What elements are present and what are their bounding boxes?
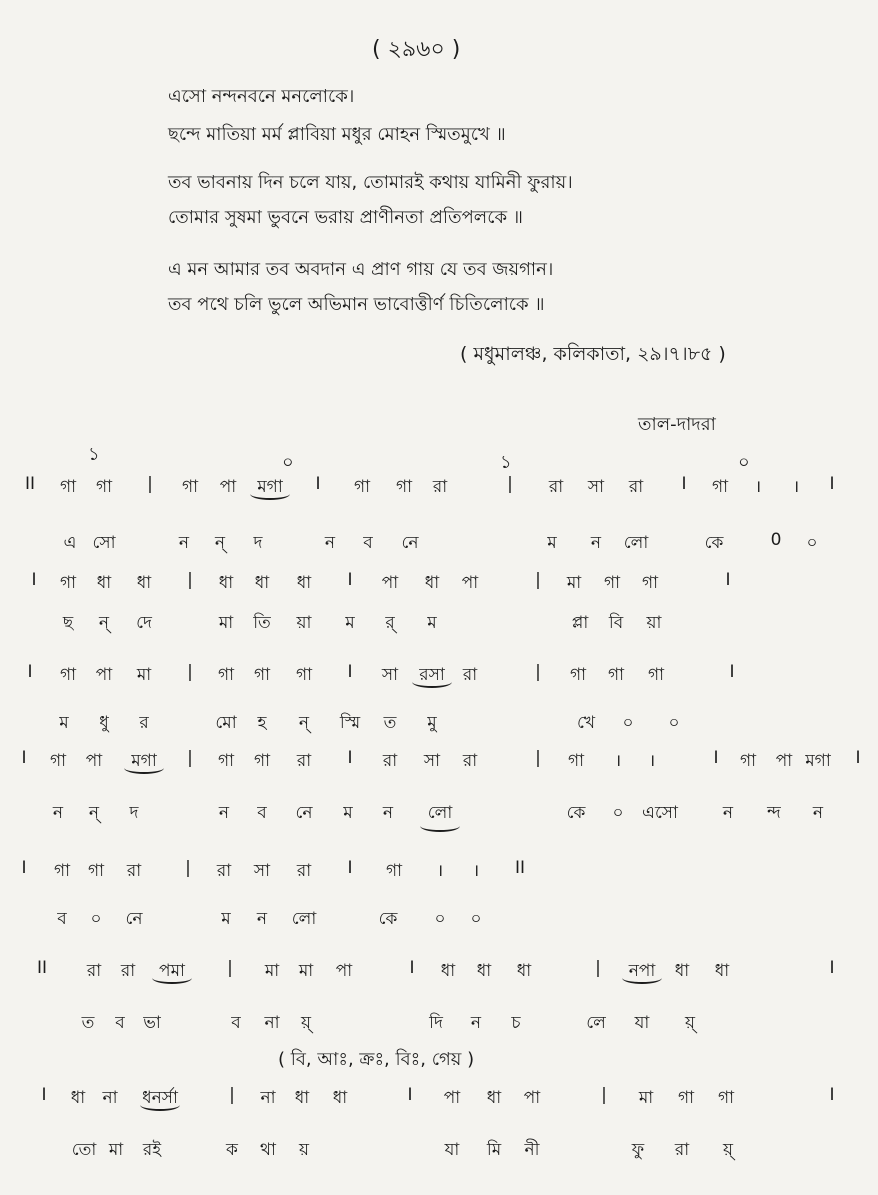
lyric-syllable: ম	[343, 803, 353, 823]
lyric-syllable: ভা	[143, 1013, 161, 1033]
lyric-syllable: য়্	[684, 1013, 696, 1033]
tala-mark: ০	[282, 452, 294, 473]
lyric-syllable: স্মি	[339, 713, 361, 733]
note-cell: রা	[120, 961, 136, 981]
note-cell: গা	[59, 477, 77, 497]
lyric-syllable: লে	[586, 1013, 606, 1033]
note-cell: ধা	[440, 961, 456, 981]
note-cell: গা	[53, 861, 71, 881]
note-cell: ধা	[516, 961, 532, 981]
note-cell: গা	[253, 665, 271, 685]
note-cell: I	[407, 1085, 413, 1105]
verse-line: ছন্দে মাতিয়া মর্ম প্লাবিয়া মধুর মোহন স্মিতমুখে ॥	[168, 124, 506, 145]
note-cell: ধা	[254, 573, 270, 593]
lyric-syllable: ০	[90, 909, 102, 929]
note-cell: রা	[296, 751, 312, 771]
note-cell: I	[829, 958, 835, 978]
lyric-syllable: ম	[427, 613, 437, 633]
lyric-syllable: থা	[260, 1140, 276, 1160]
lyric-syllable: মা	[218, 613, 234, 633]
note-cell: I	[829, 474, 835, 494]
note-cell: পা	[335, 961, 353, 981]
lyric-syllable: না	[264, 1013, 280, 1033]
note-cell: পা	[775, 751, 793, 771]
lyric-syllable: ০	[612, 803, 624, 823]
note-cell: গা	[181, 477, 199, 497]
lyric-syllable: ন্	[298, 713, 310, 733]
note-cell: I	[409, 958, 415, 978]
note-cell: সা	[423, 751, 441, 771]
lyric-syllable: এসো	[642, 803, 678, 823]
lyric-syllable: প্লা	[571, 613, 589, 633]
note-cell: গা	[711, 477, 729, 497]
lyric-syllable: কে	[378, 909, 398, 929]
lyric-syllable: ব	[57, 909, 67, 929]
lyric-syllable: ০	[622, 713, 634, 733]
lyric-syllable: মা	[108, 1140, 124, 1160]
source-note: ( মধুমালঞ্চ, কলিকাতা, ২৯।৭।৮৫ )	[460, 343, 726, 365]
note-cell: পা	[85, 751, 103, 771]
lyric-syllable: ব	[257, 803, 267, 823]
lyric-syllable: ন	[52, 803, 64, 823]
lyric-syllable: ন	[382, 803, 394, 823]
note-cell: মা	[298, 961, 314, 981]
note-cell: গা	[49, 751, 67, 771]
lyric-syllable: এ	[63, 533, 77, 553]
note-cell: ।	[792, 477, 800, 497]
note-cell: গা	[647, 665, 665, 685]
note-cell: ধা	[476, 961, 492, 981]
note-cell: |	[535, 748, 541, 768]
verse-line: এ মন আমার তব অবদান এ প্রাণ গায় যে তব জয়গান।	[168, 259, 554, 280]
lyric-syllable: সো	[92, 533, 116, 553]
lyric-syllable: দ	[129, 803, 139, 823]
lyric-syllable: যা	[444, 1140, 460, 1160]
lyric-syllable: ব	[363, 533, 373, 553]
note-cell: গা	[603, 573, 621, 593]
note-cell: রা	[382, 751, 398, 771]
note-cell: রা	[216, 861, 232, 881]
lyric-syllable: নী	[524, 1140, 540, 1160]
lyric-syllable: বি	[608, 613, 624, 633]
lyric-syllable: রই	[142, 1140, 162, 1160]
lyric-syllable: কে	[566, 803, 586, 823]
lyric-syllable: ০	[668, 713, 680, 733]
lyric-syllable: হ	[257, 713, 267, 733]
note-cell: ।	[472, 861, 480, 881]
note-cell: মা	[566, 573, 582, 593]
note-cell: |	[185, 858, 191, 878]
lyric-syllable: ০	[434, 909, 446, 929]
lyric-syllable: দে	[136, 613, 152, 633]
note-cell: I	[21, 858, 27, 878]
lyric-syllable: ন	[812, 803, 824, 823]
note-cell: |	[507, 474, 513, 494]
lyric-syllable: ন্	[98, 613, 110, 633]
note-cell: I	[27, 662, 33, 682]
note-cell: ধা	[424, 573, 440, 593]
note-cell: রসা	[419, 665, 445, 685]
note-cell: |	[227, 958, 233, 978]
note-cell: ধনর্সা	[142, 1088, 178, 1108]
note-cell: ধা	[714, 961, 730, 981]
note-cell: মগা	[131, 751, 157, 771]
note-cell: রা	[628, 477, 644, 497]
note-cell: |	[535, 662, 541, 682]
note-cell: পা	[523, 1088, 541, 1108]
lyric-syllable: ন	[324, 533, 336, 553]
lyric-syllable: ন্	[88, 803, 100, 823]
slur-mark	[140, 1099, 180, 1111]
note-cell: ।	[754, 477, 762, 497]
lyric-syllable: ছ	[62, 613, 74, 633]
note-cell: মা	[638, 1088, 654, 1108]
lyric-syllable: চ	[511, 1013, 521, 1033]
note-cell: মা	[264, 961, 280, 981]
note-cell: I	[729, 662, 735, 682]
lyric-syllable: ক	[226, 1140, 238, 1160]
note-cell: I	[347, 858, 353, 878]
note-cell: মা	[136, 665, 152, 685]
note-cell: গা	[395, 477, 413, 497]
slur-mark	[124, 762, 164, 774]
lyric-syllable: রা	[674, 1140, 690, 1160]
note-cell: মগা	[257, 477, 283, 497]
note-cell: ধা	[96, 573, 112, 593]
note-cell: পা	[95, 665, 113, 685]
note-cell: II	[24, 474, 36, 494]
note-cell: না	[260, 1088, 276, 1108]
lyric-syllable: ফু	[631, 1140, 645, 1160]
note-cell: ধা	[296, 573, 312, 593]
lyric-syllable: র্	[385, 613, 395, 633]
note-cell: গা	[641, 573, 659, 593]
lyric-syllable: ত	[383, 713, 397, 733]
slur-mark	[250, 488, 290, 500]
lyric-syllable: ম	[345, 613, 355, 633]
slur-mark	[622, 972, 662, 984]
note-cell: |	[595, 958, 601, 978]
lyric-syllable: তি	[253, 613, 271, 633]
lyric-syllable: মো	[215, 713, 237, 733]
note-cell: গা	[567, 751, 585, 771]
tala-label: তাল-দাদরা	[638, 414, 716, 435]
note-cell: রা	[462, 665, 478, 685]
note-cell: I	[829, 1085, 835, 1105]
note-cell: ধা	[674, 961, 690, 981]
note-cell: গা	[295, 665, 313, 685]
tala-mark: ০	[738, 452, 750, 473]
note-cell: ধা	[218, 573, 234, 593]
note-cell: I	[31, 570, 37, 590]
note-cell: গা	[253, 751, 271, 771]
note-cell: গা	[217, 751, 235, 771]
note-cell: |	[601, 1085, 607, 1105]
lyric-syllable: 0	[770, 530, 782, 550]
note-cell: |	[535, 570, 541, 590]
lyric-syllable: কে	[704, 533, 724, 553]
note-cell: নপা	[628, 961, 656, 981]
slur-mark	[412, 676, 452, 688]
lyric-syllable: তো	[71, 1140, 97, 1160]
lyric-syllable: য়্	[722, 1140, 734, 1160]
note-cell: পা	[381, 573, 399, 593]
lyric-syllable: ম	[547, 533, 557, 553]
note-cell: রা	[296, 861, 312, 881]
lyric-syllable: ০	[806, 533, 818, 553]
note-cell: I	[315, 474, 321, 494]
note-cell: ধা	[294, 1088, 310, 1108]
note-cell: গা	[59, 665, 77, 685]
note-cell: পমা	[159, 961, 185, 981]
note-cell: মগা	[805, 751, 831, 771]
note-cell: ধা	[332, 1088, 348, 1108]
note-cell: I	[347, 662, 353, 682]
lyric-syllable: র	[139, 713, 149, 733]
note-cell: |	[187, 570, 193, 590]
note-cell: ধা	[486, 1088, 502, 1108]
note-cell: গা	[569, 665, 587, 685]
lyric-syllable: ন	[178, 533, 190, 553]
note-cell: ধা	[70, 1088, 86, 1108]
lyric-syllable: ব	[115, 1013, 125, 1033]
lyric-syllable: লো	[427, 803, 453, 823]
lyric-syllable: ন	[218, 803, 230, 823]
page-number: ( ২৯৬০ )	[372, 37, 461, 62]
note-cell: সা	[587, 477, 605, 497]
note-cell: |	[229, 1085, 235, 1105]
lyric-syllable: লো	[291, 909, 317, 929]
note-cell: ধা	[136, 573, 152, 593]
lyric-syllable: লো	[623, 533, 649, 553]
rest-note: ( বি, আঃ, ক্রঃ, বিঃ, গেয় )	[278, 1049, 475, 1070]
verse-line: তব ভাবনায় দিন চলে যায়, তোমারই কথায় যামিনী ফুরায়।	[168, 172, 573, 193]
note-cell: গা	[717, 1088, 735, 1108]
verse-line: তব পথে চলি ভুলে অভিমান ভাবোত্তীর্ণ চিতিলোকে ॥	[168, 294, 545, 315]
lyric-syllable: ন্	[214, 533, 226, 553]
lyric-syllable: ব	[231, 1013, 241, 1033]
lyric-syllable: ধু	[99, 713, 109, 733]
note-cell: পা	[461, 573, 479, 593]
lyric-syllable: ০	[470, 909, 482, 929]
lyric-syllable: য়া	[646, 613, 662, 633]
note-cell: I	[855, 748, 861, 768]
lyric-syllable: ন	[470, 1013, 482, 1033]
note-cell: II	[514, 858, 526, 878]
note-cell: I	[713, 748, 719, 768]
lyric-syllable: নে	[401, 533, 419, 553]
note-cell: I	[21, 748, 27, 768]
note-cell: সা	[253, 861, 271, 881]
lyric-syllable: যা	[634, 1013, 650, 1033]
lyric-syllable: নে	[295, 803, 313, 823]
note-cell: রা	[126, 861, 142, 881]
lyric-syllable: ম	[221, 909, 231, 929]
note-cell: না	[102, 1088, 118, 1108]
note-cell: রা	[548, 477, 564, 497]
lyric-syllable: ন	[722, 803, 734, 823]
note-cell: গা	[95, 477, 113, 497]
note-cell: পা	[443, 1088, 461, 1108]
lyric-syllable: দ	[253, 533, 263, 553]
lyric-syllable: য়া	[296, 613, 312, 633]
lyric-syllable: ন্দ	[767, 803, 781, 823]
slur-mark	[420, 820, 460, 832]
lyric-syllable: মি	[486, 1140, 502, 1160]
note-cell: II	[36, 958, 48, 978]
lyric-syllable: ন	[256, 909, 268, 929]
tala-mark: ১	[500, 452, 512, 473]
lyric-syllable: মু	[427, 713, 437, 733]
note-cell: রা	[462, 751, 478, 771]
lyric-syllable: খে	[576, 713, 596, 733]
note-cell: রা	[86, 961, 102, 981]
note-cell: |	[147, 474, 153, 494]
note-cell: গা	[607, 665, 625, 685]
note-cell: গা	[59, 573, 77, 593]
note-cell: সা	[381, 665, 399, 685]
note-cell: গা	[87, 861, 105, 881]
lyric-syllable: য়্	[300, 1013, 312, 1033]
note-cell: পা	[219, 477, 237, 497]
lyric-syllable: ম	[59, 713, 69, 733]
lyric-syllable: ন	[590, 533, 602, 553]
lyric-syllable: য়	[298, 1140, 310, 1160]
note-cell: ।	[614, 751, 622, 771]
note-cell: I	[347, 748, 353, 768]
note-cell: গা	[217, 665, 235, 685]
note-cell: গা	[353, 477, 371, 497]
lyric-syllable: নে	[125, 909, 143, 929]
note-cell: |	[187, 748, 193, 768]
note-cell: I	[41, 1085, 47, 1105]
note-cell: ।	[648, 751, 656, 771]
note-cell: I	[725, 570, 731, 590]
note-cell: I	[347, 570, 353, 590]
note-cell: |	[187, 662, 193, 682]
verse-line: তোমার সুষমা ভুবনে ভরায় প্রাণীনতা প্রতিপলকে ॥	[168, 207, 523, 228]
note-cell: গা	[385, 861, 403, 881]
note-cell: রা	[432, 477, 448, 497]
note-cell: ।	[436, 861, 444, 881]
verse-line: এসো নন্দনবনে মনলোকে।	[168, 86, 355, 107]
note-cell: গা	[677, 1088, 695, 1108]
slur-mark	[152, 972, 192, 984]
tala-mark: ১	[88, 444, 100, 465]
lyric-syllable: দি	[429, 1013, 443, 1033]
note-cell: গা	[739, 751, 757, 771]
lyric-syllable: ত	[81, 1013, 95, 1033]
note-cell: I	[681, 474, 687, 494]
